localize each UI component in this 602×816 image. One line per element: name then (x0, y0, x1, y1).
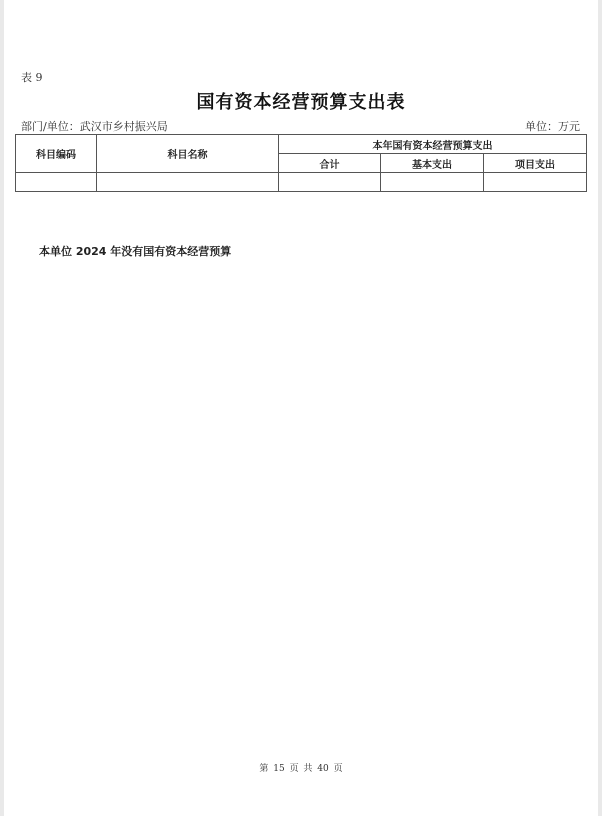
department-label: 部门/单位：武汉市乡村振兴局 (21, 120, 168, 133)
cell-project (484, 173, 587, 192)
header-project-expenditure: 项目支出 (484, 154, 587, 173)
header-total: 合计 (279, 154, 381, 173)
unit-label: 单位：万元 (525, 120, 580, 133)
header-group-expenditure: 本年国有资本经营预算支出 (279, 135, 587, 154)
header-basic-expenditure: 基本支出 (381, 154, 484, 173)
header-subject-name: 科目名称 (97, 135, 279, 173)
header-subject-code: 科目编码 (16, 135, 97, 173)
page-footer: 第 15 页 共 40 页 (259, 764, 343, 774)
cell-name (97, 173, 279, 192)
cell-basic (381, 173, 484, 192)
document-page (4, 0, 598, 816)
table-number: 表 9 (21, 71, 43, 84)
table-row (16, 173, 587, 192)
page-title: 国有资本经营预算支出表 (196, 92, 406, 113)
cell-total (279, 173, 381, 192)
budget-table (15, 134, 587, 192)
table-header-row (16, 135, 587, 154)
cell-code (16, 173, 97, 192)
budget-note: 本单位 2024 年没有国有资本经营预算 (39, 245, 232, 258)
